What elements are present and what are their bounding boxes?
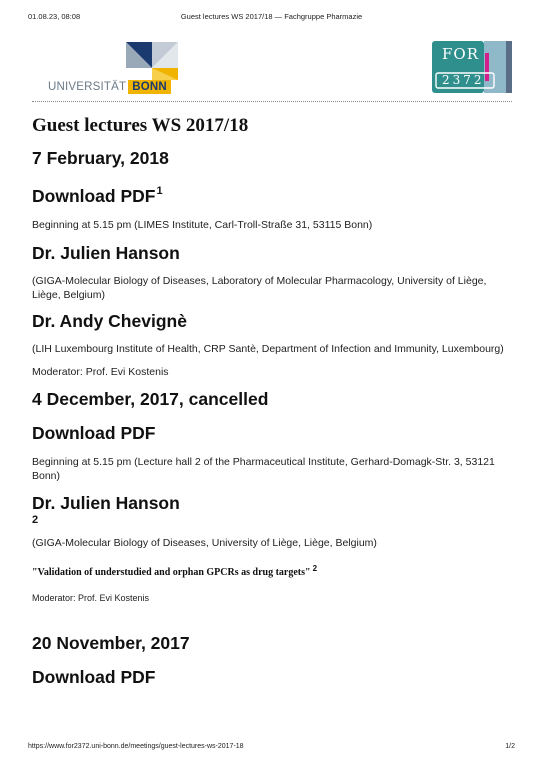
download-pdf-link[interactable]	[32, 422, 512, 444]
print-header	[28, 12, 515, 24]
footnote-marker[interactable]: 2	[312, 564, 318, 573]
download-pdf-label[interactable]: Download PDF	[32, 667, 156, 687]
logo-2372-text: 2372	[442, 73, 485, 87]
footnote-marker[interactable]: 1	[156, 185, 163, 197]
download-pdf-label[interactable]: Download PDF	[32, 423, 156, 443]
event-location: Beginning at 5.15 pm (LIMES Institute, Carl-Troll-Straße 31, 53115 Bonn)	[32, 219, 373, 231]
university-bonn-logo-mark	[48, 42, 178, 80]
event-date: 20 November, 2017	[32, 633, 190, 653]
university-bonn-wordmark	[48, 80, 171, 94]
print-datetime: 01.08.23, 08:08	[28, 12, 81, 21]
speaker-affiliation: (LIH Luxembourg Institute of Health, CRP Santè, Department of Infection and Immunity, Luxembourg)	[32, 343, 504, 355]
speaker-name: Dr. Julien Hanson	[32, 243, 180, 263]
event-date: 7 February, 2018	[32, 148, 169, 168]
main-content	[32, 110, 512, 688]
logo-for-text: FOR	[442, 45, 479, 63]
speaker-affiliation: (GIGA-Molecular Biology of Diseases, University of Liège, Liège, Belgium)	[32, 537, 377, 549]
moderator: Moderator: Prof. Evi Kostenis	[32, 366, 169, 378]
speaker-name: Dr. Andy Chevignè	[32, 311, 187, 331]
talk-title	[32, 562, 512, 580]
footnote-marker[interactable]: 2	[32, 514, 39, 526]
download-pdf-link[interactable]	[32, 180, 512, 207]
header-divider	[32, 101, 512, 102]
page-number: 1/2	[505, 743, 515, 750]
download-pdf-label[interactable]: Download PDF	[32, 186, 156, 206]
moderator: Moderator: Prof. Evi Kostenis	[32, 593, 150, 603]
page-title: Guest lectures WS 2017/18	[32, 115, 249, 136]
event-date: 4 December, 2017, cancelled	[32, 389, 269, 409]
download-pdf-link[interactable]	[32, 666, 512, 688]
logo-uni-text: UNIVERSITÄT	[48, 81, 127, 93]
print-footer	[28, 743, 515, 753]
university-bonn-logo[interactable]	[48, 42, 178, 94]
talk-title-text: "Validation of understudied and orphan GPCRs as drug targets"	[32, 567, 311, 578]
speaker-affiliation: (GIGA-Molecular Biology of Diseases, Laboratory of Molecular Pharmacology, University of Liège, Liège, Belgium)	[32, 275, 487, 301]
event-location: Beginning at 5.15 pm (Lecture hall 2 of the Pharmaceutical Institute, Gerhard-Domagk-Str. 3, 53121 Bonn)	[32, 456, 495, 482]
speaker-name: Dr. Julien Hanson	[32, 493, 180, 513]
page-url[interactable]: https://www.for2372.uni-bonn.de/meetings/guest-lectures-ws-2017-18	[28, 743, 244, 750]
for2372-logo[interactable]	[432, 39, 514, 95]
print-page-title: Guest lectures WS 2017/18 — Fachgruppe Pharmazie	[180, 12, 363, 21]
logo-bonn-text: BONN	[128, 80, 171, 94]
